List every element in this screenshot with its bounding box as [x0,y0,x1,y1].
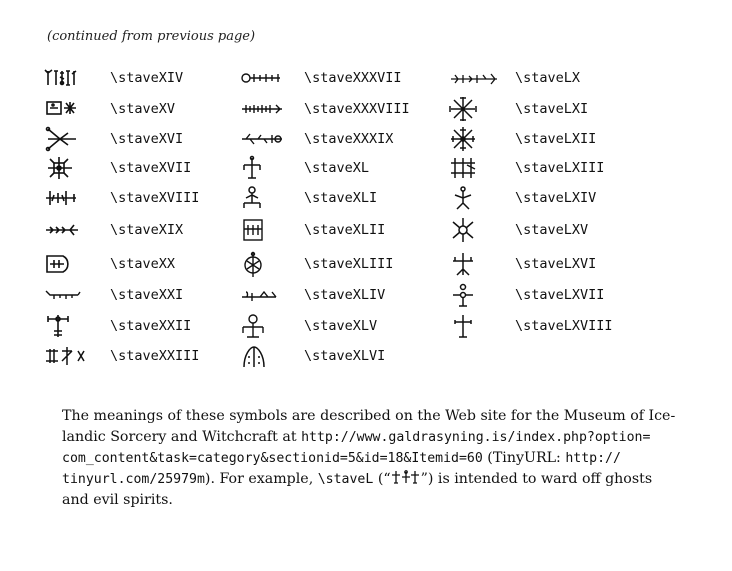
stave-lxii-glyph-icon [449,126,501,152]
symbol-row [449,216,588,244]
symbol-row [449,95,588,123]
symbol-row [449,250,596,278]
symbol-row [238,342,385,370]
paragraph-text: ). For example, [204,471,318,487]
paragraph-line: The meanings of these symbols are described on the Web site for the Museum of Ice- [62,408,676,424]
paragraph-line: and evil spirits. [62,492,173,508]
command-label: \staveXVIII [110,190,200,206]
stave-xxxix-glyph-icon [238,126,290,152]
example-command: \staveL [317,472,374,487]
url-link[interactable]: http://www.galdrasyning.is/index.php?option= [301,430,651,445]
command-label: \staveXLVI [304,348,386,364]
symbol-row [449,281,604,309]
symbol-row [449,184,596,212]
symbol-row [44,154,191,182]
command-label: \staveLXVII [515,287,605,303]
command-label: \staveLXVIII [515,318,613,334]
symbol-row [238,281,385,309]
command-label: \staveXVII [110,160,192,176]
symbol-row [44,64,183,92]
stave-lxi-glyph-icon [449,96,501,122]
symbol-row [238,64,402,92]
stave-lxiii-glyph-icon [449,155,501,181]
symbol-row [449,154,604,182]
command-label: \staveXIX [110,222,184,238]
stave-xxiii-glyph-icon [44,343,96,369]
symbol-row [238,125,393,153]
symbol-row [44,342,199,370]
command-label: \staveLX [515,70,581,86]
symbol-row [44,184,199,212]
command-label: \staveLXIV [515,190,597,206]
command-label: \staveXXIII [110,348,200,364]
command-label: \staveXXI [110,287,184,303]
command-label: \staveXX [110,256,176,272]
paragraph-line [62,448,642,469]
command-label: \staveLXII [515,131,597,147]
stave-l-glyph-icon [391,469,421,485]
stave-xlvi-glyph-icon [238,343,290,369]
command-label: \staveXXXVII [304,70,402,86]
command-label: \staveLXV [515,222,589,238]
symbol-row [44,281,183,309]
command-label: \staveXLV [304,318,378,334]
stave-lxiv-glyph-icon [449,185,501,211]
command-label: \staveXLI [304,190,378,206]
command-label: \staveXV [110,101,176,117]
symbol-row [238,184,377,212]
symbol-row [238,154,369,182]
stave-xxxvii-glyph-icon [238,65,290,91]
symbol-row [449,312,613,340]
stave-xliv-glyph-icon [238,282,290,308]
stave-xlii-glyph-icon [238,217,290,243]
command-label: \staveXXXIX [304,131,394,147]
symbol-row [44,95,175,123]
stave-xvi-glyph-icon [44,126,96,152]
stave-xliii-glyph-icon [238,251,290,277]
stave-xvii-glyph-icon [44,155,96,181]
stave-xiv-glyph-icon [44,65,96,91]
stave-lx-glyph-icon [449,65,501,91]
symbol-row [449,64,580,92]
command-label: \staveLXIII [515,160,605,176]
paragraph-line [62,469,653,490]
url-link[interactable]: com_content&task=category&sectionid=5&id=18&Itemid=60 [62,451,483,466]
command-label: \staveXL [304,160,370,176]
symbol-row [238,95,410,123]
paragraph-text: ”) is intended to ward off ghosts [420,471,653,487]
tinyurl-link[interactable]: tinyurl.com/25979m [62,472,205,487]
stave-xxii-glyph-icon [44,313,96,339]
command-label: \staveXXXVIII [304,101,410,117]
symbol-row [238,312,377,340]
stave-xxi-glyph-icon [44,282,96,308]
command-label: \staveXXII [110,318,192,334]
stave-xx-glyph-icon [44,251,96,277]
command-label: \staveLXI [515,101,589,117]
stave-lxvii-glyph-icon [449,282,501,308]
stave-xviii-glyph-icon [44,185,96,211]
stave-xv-glyph-icon [44,96,96,122]
symbol-row [238,250,393,278]
paragraph-text: (TinyURL: [482,450,566,466]
continued-note: (continued from previous page) [47,29,256,44]
paragraph-line [62,427,651,448]
symbol-row [238,216,385,244]
stave-lxviii-glyph-icon [449,313,501,339]
paragraph-text: landic Sorcery and Witchcraft at [62,429,302,445]
command-label: \staveXIV [110,70,184,86]
command-label: \staveXLII [304,222,386,238]
description-paragraph [62,406,676,511]
symbol-row [44,312,191,340]
symbol-row [44,216,183,244]
command-label: \staveXLIV [304,287,386,303]
command-label: \staveLXVI [515,256,597,272]
stave-xxxviii-glyph-icon [238,96,290,122]
stave-lxv-glyph-icon [449,217,501,243]
paragraph-text: (“ [373,471,391,487]
tinyurl-link[interactable]: http:// [565,451,621,466]
symbol-row [44,125,183,153]
stave-lxvi-glyph-icon [449,251,501,277]
command-label: \staveXVI [110,131,184,147]
stave-xl-glyph-icon [238,155,290,181]
command-label: \staveXLIII [304,256,394,272]
stave-xlv-glyph-icon [238,313,290,339]
symbol-row [44,250,175,278]
stave-xix-glyph-icon [44,217,96,243]
symbol-row [449,125,596,153]
stave-xli-glyph-icon [238,185,290,211]
